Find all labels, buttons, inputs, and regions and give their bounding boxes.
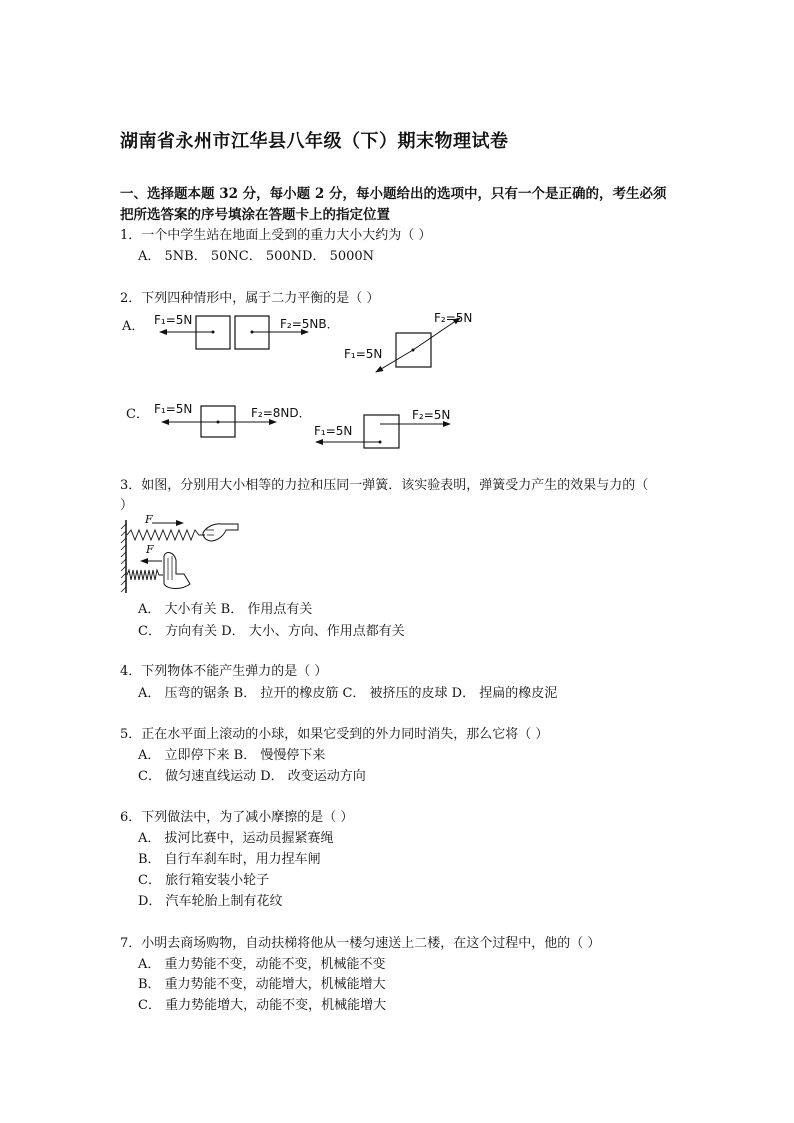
question-6-stem: 6．下列做法中，为了减小摩擦的是（ ） (120, 810, 354, 825)
question-6-option-d: D． 汽车轮胎上制有花纹 (138, 894, 283, 909)
question-6-option-c: C． 旅行箱安装小轮子 (138, 873, 270, 888)
q2-d-force-2: F₂=5N (412, 408, 451, 422)
q2-option-c-label: C． (126, 407, 149, 422)
question-3-options-line2: C． 方向有关 D． 大小、方向、作用点都有关 (138, 624, 405, 639)
q3-spring-figure (121, 520, 238, 593)
exam-title: 湖南省永州市江华县八年级（下）期末物理试卷 (120, 131, 509, 152)
question-3-stem-line2: ） (120, 498, 134, 513)
question-6-option-a: A． 拔河比赛中，运动员握紧赛绳 (138, 831, 334, 846)
question-5-stem: 5．正在水平面上滚动的小球，如果它受到的外力同时消失，那么它将（ ） (120, 727, 549, 742)
question-7-option-c: C． 重力势能增大，动能不变，机械能增大 (138, 998, 387, 1013)
question-1-stem: 1．一个中学生站在地面上受到的重力大小大约为（ ） (120, 228, 432, 243)
q2-c-force-1: F₁=5N (154, 402, 193, 416)
question-1-options: A． 5NB． 50NC． 500ND． 5000N (138, 249, 375, 264)
question-5-options-line2: C． 做匀速直线运动 D． 改变运动方向 (138, 769, 366, 784)
q2-a-force-1: F₁=5N (154, 313, 193, 327)
question-6-option-b: B． 自行车刹车时，用力捏车闸 (138, 852, 321, 867)
q2-b-force-2: F₂=5N (434, 311, 473, 325)
question-4-stem: 4．下列物体不能产生弹力的是（ ） (120, 664, 328, 679)
question-7-option-a: A． 重力势能不变，动能不变，机械能不变 (138, 957, 386, 972)
q2-figure-b (376, 318, 460, 372)
q2-d-force-1: F₁=5N (314, 424, 353, 438)
question-3-options-line1: A． 大小有关 B． 作用点有关 (138, 602, 313, 617)
q2-option-a-label: A． (122, 319, 145, 334)
question-7-stem: 7．小明去商场购物，自动扶梯将他从一楼匀速送上二楼，在这个过程中，他的（ ） (120, 936, 601, 951)
q2-b-force-1: F₁=5N (344, 347, 383, 361)
question-4-options: A． 压弯的锯条 B． 拉开的橡皮筋 C． 被挤压的皮球 D． 捏扁的橡皮泥 (138, 686, 558, 701)
q2-c-force-2: F₂=8ND． (251, 406, 311, 420)
section-heading-line1: 一、选择题本题 32 分，每小题 2 分，每小题给出的选项中，只有一个是正确的，考生必须 (120, 186, 667, 202)
question-3-stem-line1: 3．如图，分别用大小相等的力拉和压同一弹簧．该实验表明，弹簧受力产生的效果与力的（ (120, 478, 649, 493)
q3-force-label-top: F (145, 513, 153, 526)
question-5-options-line1: A． 立即停下来 B． 慢慢停下来 (138, 748, 326, 763)
q3-force-label-bottom: F (146, 543, 154, 556)
q2-a-force-2: F₂=5NB． (280, 317, 339, 331)
question-2-stem: 2．下列四种情形中，属于二力平衡的是（ ） (120, 291, 380, 306)
question-7-option-b: B． 重力势能不变，动能增大，机械能增大 (138, 977, 386, 992)
section-heading-line2: 把所选答案的序号填涂在答题卡上的指定位置 (120, 207, 390, 223)
